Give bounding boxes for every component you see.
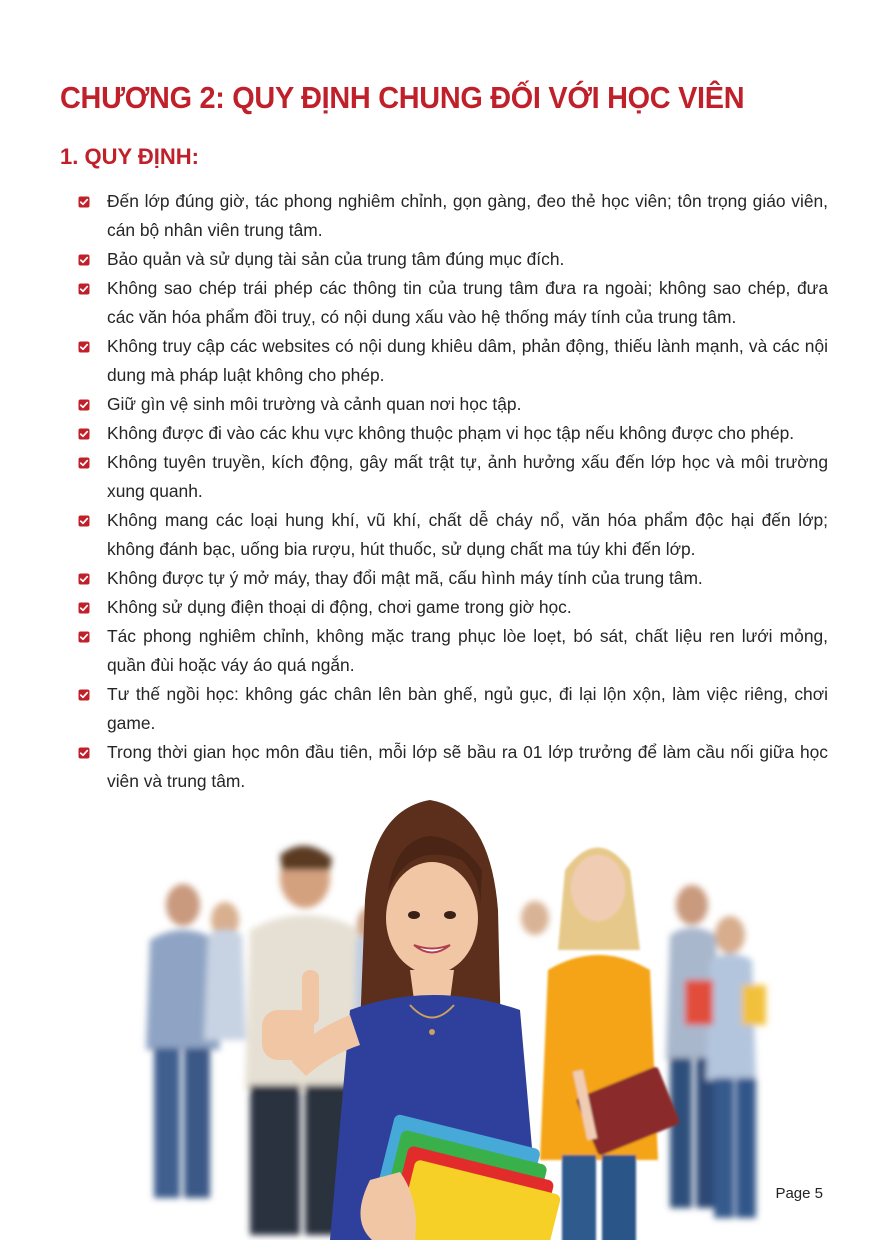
rule-text: Không được tự ý mở máy, thay đổi mật mã, cấu hình máy tính của trung tâm.	[107, 568, 703, 588]
list-item	[76, 448, 828, 506]
list-item	[76, 593, 828, 622]
rule-text: Không truy cập các websites có nội dung khiêu dâm, phản động, thiếu lành mạnh, và các nội dung mà pháp luật không cho phép.	[107, 336, 828, 385]
checkbox-icon	[78, 515, 90, 527]
list-item	[76, 390, 828, 419]
checkbox-icon	[78, 747, 90, 759]
checkbox-icon	[78, 631, 90, 643]
list-item	[76, 274, 828, 332]
list-item	[76, 506, 828, 564]
rule-text: Trong thời gian học môn đầu tiên, mỗi lớp sẽ bầu ra 01 lớp trưởng để làm cầu nối giữa học viên và trung tâm.	[107, 742, 828, 791]
checkbox-icon	[78, 399, 90, 411]
checkbox-icon	[78, 457, 90, 469]
list-item	[76, 419, 828, 448]
students-photo	[110, 800, 790, 1240]
checkbox-icon	[78, 689, 90, 701]
rule-text: Không mang các loại hung khí, vũ khí, chất dễ cháy nổ, văn hóa phẩm độc hại đến lớp; không đánh bạc, uống bia rượu, hút thuốc, sử dụng chất ma túy khi đến lớp.	[107, 510, 828, 559]
rule-text: Tư thế ngồi học: không gác chân lên bàn ghế, ngủ gục, đi lại lộn xộn, làm việc riêng, chơi game.	[107, 684, 828, 733]
section-title: 1. QUY ĐỊNH:	[60, 144, 199, 169]
rule-text: Không tuyên truyền, kích động, gây mất trật tự, ảnh hưởng xấu đến lớp học và môi trường xung quanh.	[107, 452, 828, 501]
list-item	[76, 680, 828, 738]
list-item	[76, 332, 828, 390]
list-item	[76, 738, 828, 796]
rule-text: Không sao chép trái phép các thông tin của trung tâm đưa ra ngoài; không sao chép, đưa các văn hóa phẩm đồi truỵ, có nội dung xấu vào hệ thống máy tính của trung tâm.	[107, 278, 828, 327]
list-item	[76, 564, 828, 593]
checkbox-icon	[78, 573, 90, 585]
rule-text: Đến lớp đúng giờ, tác phong nghiêm chỉnh, gọn gàng, đeo thẻ học viên; tôn trọng giáo viên, cán bộ nhân viên trung tâm.	[107, 191, 828, 240]
rule-text: Không sử dụng điện thoại di động, chơi game trong giờ học.	[107, 597, 572, 617]
checkbox-icon	[78, 341, 90, 353]
rule-text: Giữ gìn vệ sinh môi trường và cảnh quan nơi học tập.	[107, 394, 522, 414]
list-item	[76, 622, 828, 680]
chapter-title: CHƯƠNG 2: QUY ĐỊNH CHUNG ĐỐI VỚI HỌC VIÊN	[60, 80, 745, 115]
checkbox-icon	[78, 254, 90, 266]
rule-text: Tác phong nghiêm chỉnh, không mặc trang phục lòe loẹt, bó sát, chất liệu ren lưới mỏng, quần đùi hoặc váy áo quá ngắn.	[107, 626, 828, 675]
rules-list	[76, 187, 828, 796]
list-item	[76, 187, 828, 245]
checkbox-icon	[78, 283, 90, 295]
page-number: Page 5	[775, 1185, 823, 1202]
list-item	[76, 245, 828, 274]
rule-text: Không được đi vào các khu vực không thuộc phạm vi học tập nếu không được cho phép.	[107, 423, 795, 443]
checkbox-icon	[78, 196, 90, 208]
rule-text: Bảo quản và sử dụng tài sản của trung tâm đúng mục đích.	[107, 249, 565, 269]
checkbox-icon	[78, 602, 90, 614]
checkbox-icon	[78, 428, 90, 440]
